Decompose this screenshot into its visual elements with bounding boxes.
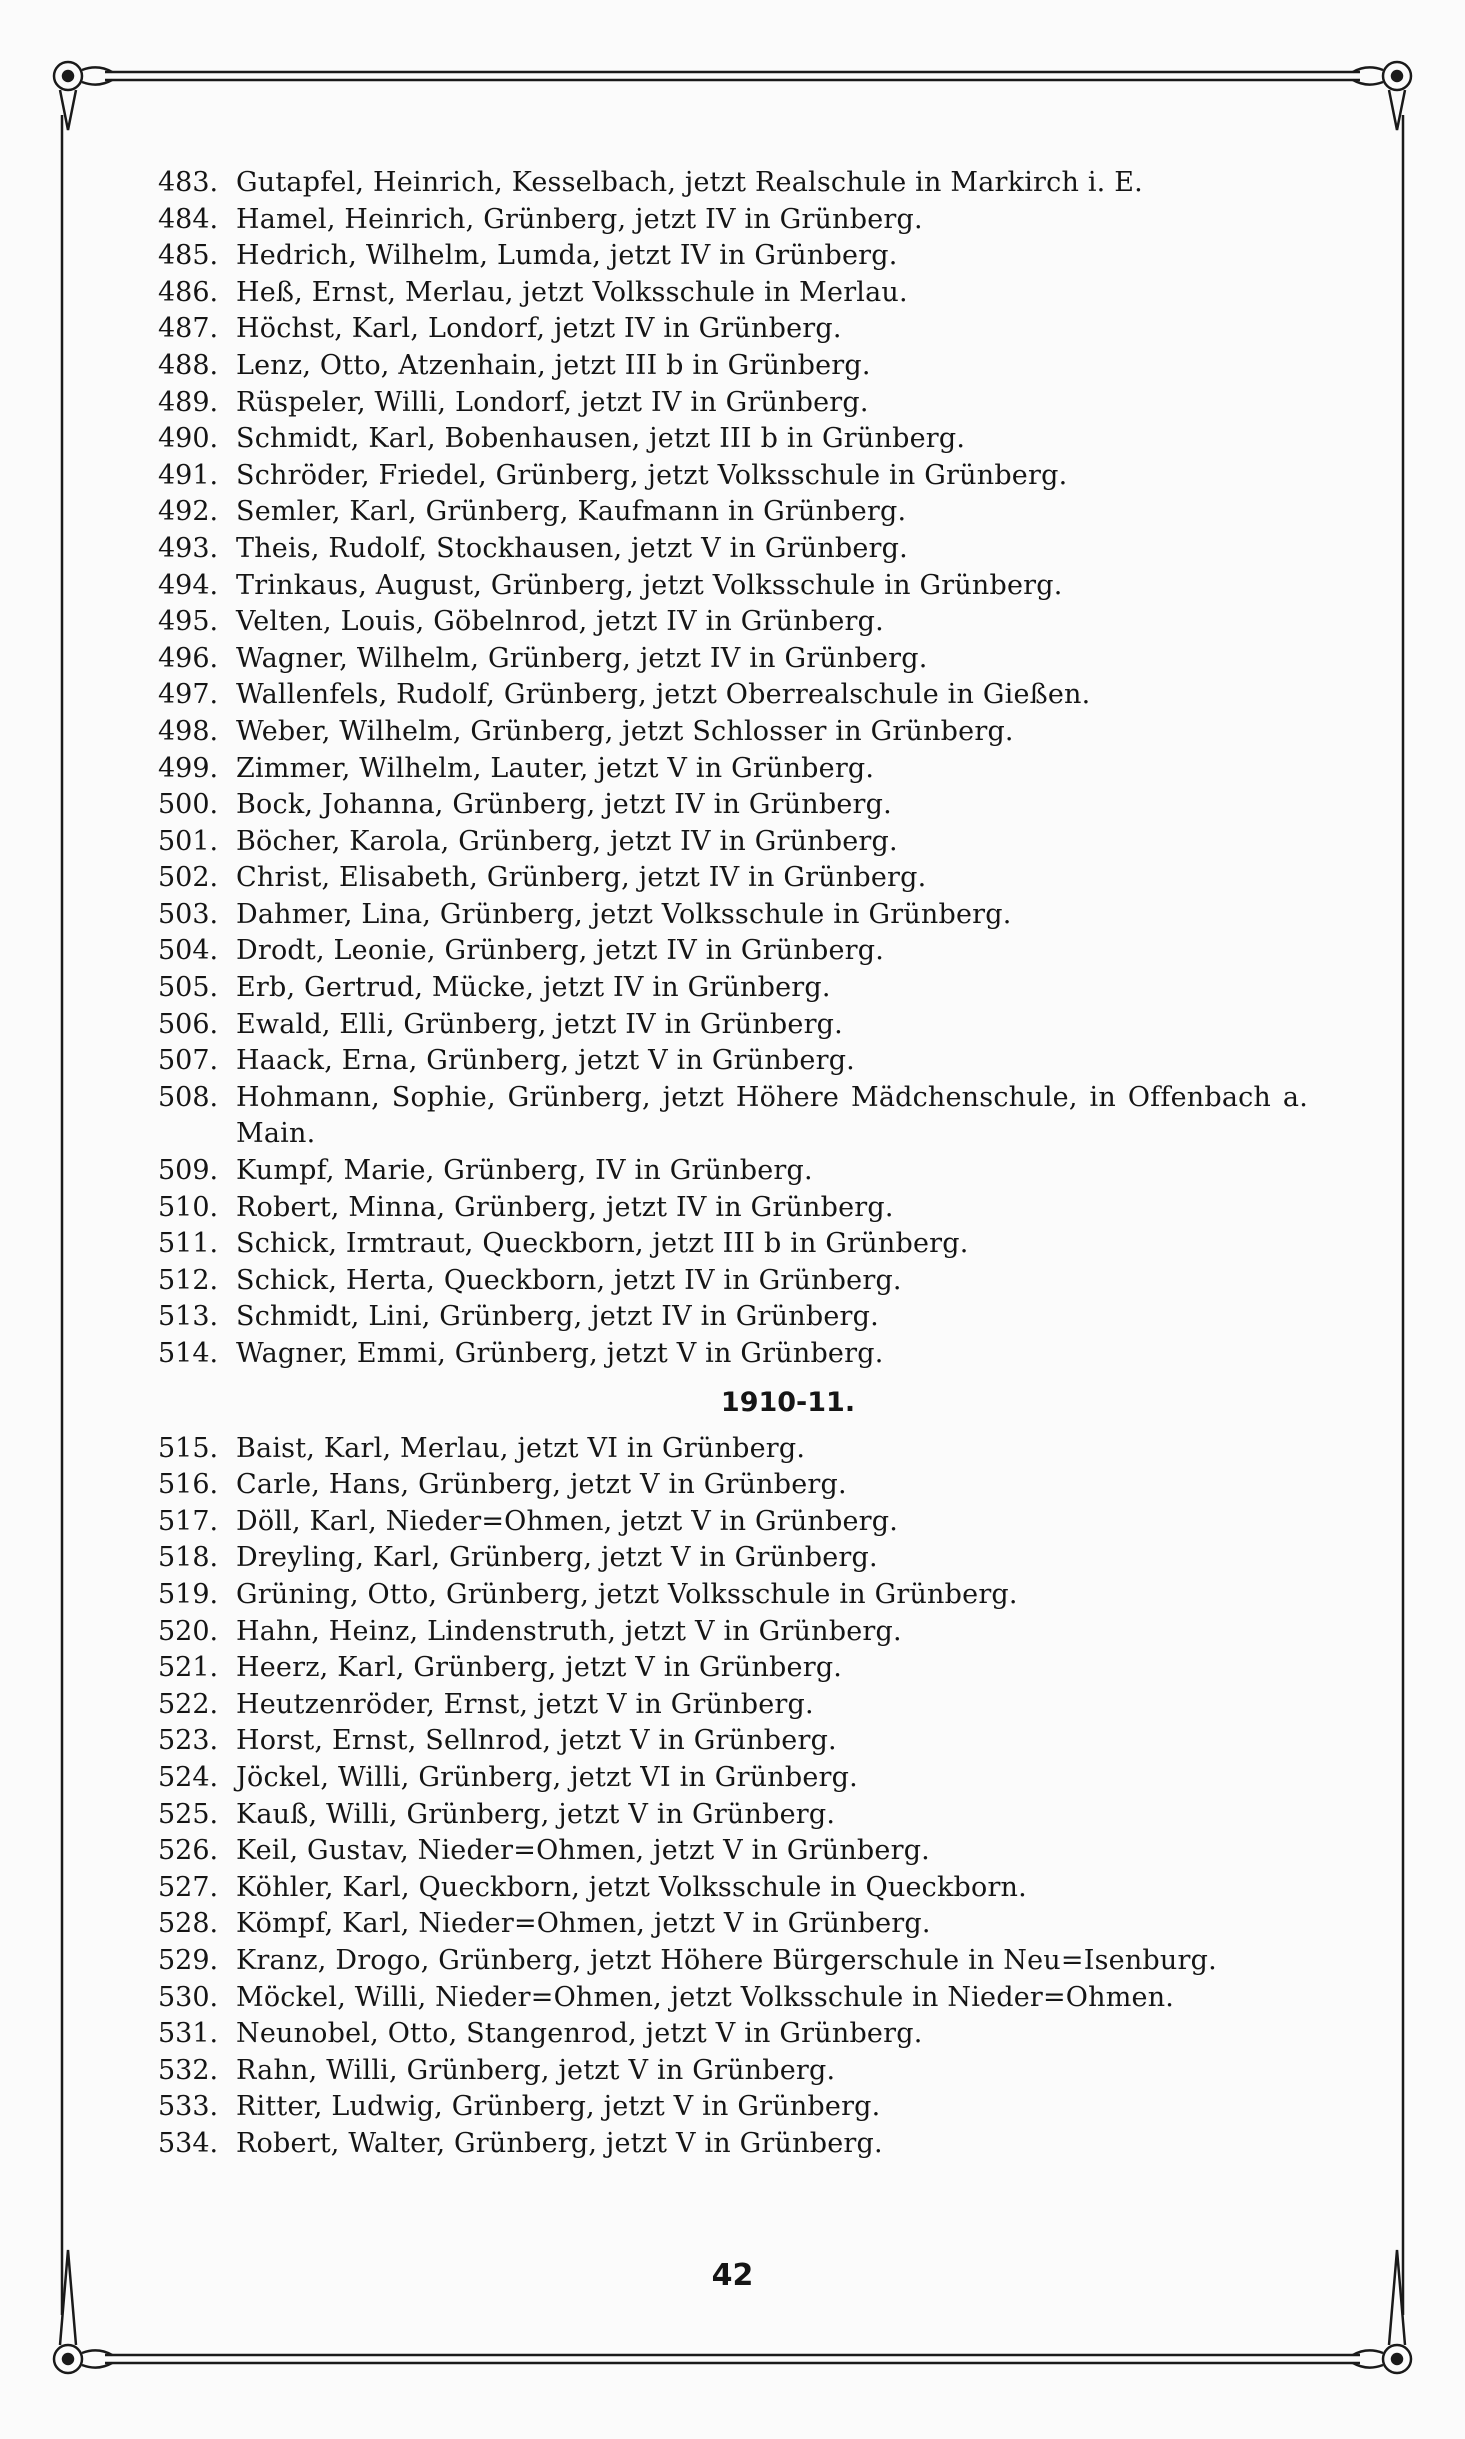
entry-text: Dahmer, Lina, Grünberg, jetzt Volksschule in Grünberg.: [236, 898, 1012, 930]
entry-text: Wagner, Emmi, Grünberg, jetzt V in Grünberg.: [236, 1338, 884, 1369]
entry-number: 529.: [158, 1944, 219, 1976]
list-item: [158, 1043, 1308, 1080]
student-list: [158, 165, 1308, 2162]
entry-number: 498.: [158, 715, 219, 747]
entry-number: 496.: [158, 642, 219, 674]
entry-text: Ewald, Elli, Grünberg, jetzt IV in Grünberg.: [236, 1008, 843, 1040]
list-item: [158, 311, 1308, 348]
entry-text: Höchst, Karl, Londorf, jetzt IV in Grünberg.: [236, 313, 842, 345]
entry-number: 524.: [158, 1761, 219, 1793]
list-item: [158, 1943, 1308, 1980]
list-item: [158, 824, 1308, 861]
entry-text: Lenz, Otto, Atzenhain, jetzt III b in Grünberg.: [236, 349, 871, 381]
entry-number: 499.: [158, 752, 219, 784]
entry-text: Theis, Rudolf, Stockhausen, jetzt V in Grünberg.: [236, 532, 908, 564]
entry-number: 489.: [158, 386, 219, 418]
entry-text: Kömpf, Karl, Nieder=Ohmen, jetzt V in Grünberg.: [236, 1908, 931, 1940]
list-item: [158, 1190, 1308, 1227]
list-item: [158, 1263, 1308, 1300]
list-item: [158, 604, 1308, 641]
list-item: [158, 275, 1308, 312]
entry-text: Dreyling, Karl, Grünberg, jetzt V in Grünberg.: [236, 1542, 878, 1574]
list-item: [158, 2126, 1308, 2163]
entry-number: 532.: [158, 2054, 219, 2086]
entry-text: Horst, Ernst, Sellnrod, jetzt V in Grünberg.: [236, 1725, 837, 1757]
entry-number: 503.: [158, 898, 219, 930]
entry-number: 514.: [158, 1338, 219, 1369]
entry-text: Schröder, Friedel, Grünberg, jetzt Volksschule in Grünberg.: [236, 459, 1068, 491]
entry-number: 485.: [158, 240, 219, 272]
list-item: [158, 421, 1308, 458]
entry-number: 497.: [158, 679, 219, 711]
entry-text: Schick, Irmtraut, Queckborn, jetzt III b in Grünberg.: [236, 1228, 969, 1260]
entry-number: 491.: [158, 459, 219, 491]
entry-number: 525.: [158, 1798, 219, 1830]
list-item: [158, 494, 1308, 531]
list-item: [158, 787, 1308, 824]
entry-text: Christ, Elisabeth, Grünberg, jetzt IV in Grünberg.: [236, 862, 927, 894]
entry-text: Heerz, Karl, Grünberg, jetzt V in Grünberg.: [236, 1652, 843, 1684]
entry-number: 533.: [158, 2091, 219, 2123]
entry-number: 513.: [158, 1301, 219, 1333]
entry-text: Ritter, Ludwig, Grünberg, jetzt V in Grünberg.: [236, 2091, 881, 2123]
entry-text: Rahn, Willi, Grünberg, jetzt V in Grünberg.: [236, 2054, 836, 2086]
list-item: [158, 1650, 1308, 1687]
list-item: [158, 165, 1308, 202]
entry-text: Gutapfel, Heinrich, Kesselbach, jetzt Realschule in Markirch i. E.: [236, 167, 1143, 198]
entry-number: 508.: [158, 1081, 219, 1113]
entry-text: Kauß, Willi, Grünberg, jetzt V in Grünberg.: [236, 1798, 836, 1830]
entry-text: Velten, Louis, Göbelnrod, jetzt IV in Grünberg.: [236, 606, 884, 638]
list-item: [158, 1007, 1308, 1044]
list-item: [158, 568, 1308, 605]
list-item: [158, 677, 1308, 714]
entry-number: 484.: [158, 203, 219, 235]
list-item: [158, 458, 1308, 495]
entry-text: Böcher, Karola, Grünberg, jetzt IV in Grünberg.: [236, 825, 898, 857]
entry-text: Heß, Ernst, Merlau, jetzt Volksschule in Merlau.: [236, 276, 908, 308]
entry-text: Drodt, Leonie, Grünberg, jetzt IV in Grünberg.: [236, 935, 885, 967]
list-item: [158, 1614, 1308, 1651]
list-item: [158, 1760, 1308, 1797]
entry-number: 487.: [158, 313, 219, 345]
page-number: 42: [711, 2258, 754, 2293]
entry-text: Hamel, Heinrich, Grünberg, jetzt IV in Grünberg.: [236, 203, 923, 235]
entry-text: Hahn, Heinz, Lindenstruth, jetzt V in Grünberg.: [236, 1615, 902, 1647]
entry-number: 517.: [158, 1505, 219, 1537]
entry-text: Robert, Minna, Grünberg, jetzt IV in Grünberg.: [236, 1191, 894, 1223]
list-item: [158, 2089, 1308, 2126]
entry-text: Bock, Johanna, Grünberg, jetzt IV in Grünberg.: [236, 789, 892, 821]
entry-number: 486.: [158, 276, 219, 308]
entry-text: Wallenfels, Rudolf, Grünberg, jetzt Oberrealschule in Gießen.: [236, 679, 1091, 711]
entry-number: 526.: [158, 1835, 219, 1867]
list-item: [158, 238, 1308, 275]
list-item: [158, 1980, 1308, 2017]
list-item: [158, 1797, 1308, 1834]
entry-number: 494.: [158, 569, 219, 601]
entry-text: Semler, Karl, Grünberg, Kaufmann in Grünberg.: [236, 496, 907, 528]
entries-before-section: [158, 165, 1308, 1373]
entry-text: Schmidt, Karl, Bobenhausen, jetzt III b in Grünberg.: [236, 423, 966, 455]
entry-text: Keil, Gustav, Nieder=Ohmen, jetzt V in Grünberg.: [236, 1835, 930, 1867]
entry-number: 527.: [158, 1871, 219, 1903]
entry-text: Wagner, Wilhelm, Grünberg, jetzt IV in Grünberg.: [236, 642, 928, 674]
entry-text: Hedrich, Wilhelm, Lumda, jetzt IV in Grünberg.: [236, 240, 898, 272]
entry-text: Heutzenröder, Ernst, jetzt V in Grünberg.: [236, 1688, 814, 1720]
list-item: [158, 1431, 1308, 1468]
entry-number: 522.: [158, 1688, 219, 1720]
list-item: [158, 1833, 1308, 1870]
entry-number: 507.: [158, 1045, 219, 1077]
entry-text: Carle, Hans, Grünberg, jetzt V in Grünberg.: [236, 1469, 847, 1501]
list-item: [158, 1080, 1308, 1153]
entry-number: 506.: [158, 1008, 219, 1040]
entry-number: 518.: [158, 1542, 219, 1574]
list-item: [158, 714, 1308, 751]
entry-number: 534.: [158, 2127, 219, 2159]
list-item: [158, 1687, 1308, 1724]
list-item: [158, 1336, 1308, 1373]
entry-text: Neunobel, Otto, Stangenrod, jetzt V in Grünberg.: [236, 2018, 923, 2050]
list-item: [158, 1540, 1308, 1577]
entry-number: 528.: [158, 1908, 219, 1940]
list-item: [158, 1723, 1308, 1760]
entry-number: 502.: [158, 862, 219, 894]
entry-text: Zimmer, Wilhelm, Lauter, jetzt V in Grünberg.: [236, 752, 875, 784]
entry-number: 510.: [158, 1191, 219, 1223]
entry-number: 515.: [158, 1432, 219, 1464]
entry-number: 488.: [158, 349, 219, 381]
list-item: [158, 1467, 1308, 1504]
entry-number: 531.: [158, 2018, 219, 2050]
list-item: [158, 2053, 1308, 2090]
entry-number: 511.: [158, 1228, 219, 1260]
entry-number: 492.: [158, 496, 219, 528]
entry-number: 505.: [158, 972, 219, 1004]
entry-text: Haack, Erna, Grünberg, jetzt V in Grünberg.: [236, 1045, 855, 1077]
entry-text: Weber, Wilhelm, Grünberg, jetzt Schlosser in Grünberg.: [236, 715, 1014, 747]
entry-number: 512.: [158, 1264, 219, 1296]
entry-number: 523.: [158, 1725, 219, 1757]
entry-number: 521.: [158, 1652, 219, 1684]
entry-text: Robert, Walter, Grünberg, jetzt V in Grünberg.: [236, 2127, 883, 2159]
entry-text: Erb, Gertrud, Mücke, jetzt IV in Grünberg.: [236, 972, 831, 1004]
list-item: [158, 751, 1308, 788]
list-item: [158, 1504, 1308, 1541]
entry-number: 495.: [158, 606, 219, 638]
entry-text: Trinkaus, August, Grünberg, jetzt Volksschule in Grünberg.: [236, 569, 1063, 601]
entry-number: 530.: [158, 1981, 219, 2013]
list-item: [158, 531, 1308, 568]
section-heading: 1910-11.: [720, 1386, 856, 1418]
list-item: [158, 970, 1308, 1007]
entry-text: Baist, Karl, Merlau, jetzt VI in Grünberg.: [236, 1432, 806, 1464]
list-item: [158, 897, 1308, 934]
list-item: [158, 641, 1308, 678]
list-item: [158, 1153, 1308, 1190]
entry-text: Köhler, Karl, Queckborn, jetzt Volksschule in Queckborn.: [236, 1871, 1027, 1903]
entry-number: 483.: [158, 167, 219, 198]
entry-text: Schick, Herta, Queckborn, jetzt IV in Grünberg.: [236, 1264, 902, 1296]
list-item: [158, 1906, 1308, 1943]
entries-after-section: [158, 1431, 1308, 2163]
list-item: [158, 202, 1308, 239]
entry-number: 504.: [158, 935, 219, 967]
list-item: [158, 1577, 1308, 1614]
entry-text: Möckel, Willi, Nieder=Ohmen, jetzt Volksschule in Nieder=Ohmen.: [236, 1981, 1175, 2013]
entry-number: 500.: [158, 789, 219, 821]
entry-text: Rüspeler, Willi, Londorf, jetzt IV in Grünberg.: [236, 386, 869, 418]
entry-text: Grüning, Otto, Grünberg, jetzt Volksschule in Grünberg.: [236, 1578, 1018, 1610]
list-item: [158, 933, 1308, 970]
entry-number: 509.: [158, 1155, 219, 1187]
entry-number: 520.: [158, 1615, 219, 1647]
entry-number: 501.: [158, 825, 219, 857]
entry-text: Kumpf, Marie, Grünberg, IV in Grünberg.: [236, 1155, 813, 1187]
entry-number: 490.: [158, 423, 219, 455]
entry-text: Hohmann, Sophie, Grünberg, jetzt Höhere Mädchenschule, in Offenbach a. Main.: [236, 1081, 1308, 1150]
entry-number: 519.: [158, 1578, 219, 1610]
list-item: [158, 2016, 1308, 2053]
entry-text: Schmidt, Lini, Grünberg, jetzt IV in Grünberg.: [236, 1301, 879, 1333]
list-item: [158, 348, 1308, 385]
list-item: [158, 1870, 1308, 1907]
entry-text: Kranz, Drogo, Grünberg, jetzt Höhere Bürgerschule in Neu=Isenburg.: [236, 1944, 1217, 1976]
entry-text: Jöckel, Willi, Grünberg, jetzt VI in Grünberg.: [236, 1761, 858, 1793]
list-item: [158, 1299, 1308, 1336]
entry-number: 516.: [158, 1469, 219, 1501]
entry-text: Döll, Karl, Nieder=Ohmen, jetzt V in Grünberg.: [236, 1505, 899, 1537]
entry-number: 493.: [158, 532, 219, 564]
list-item: [158, 860, 1308, 897]
list-item: [158, 1226, 1308, 1263]
list-item: [158, 385, 1308, 422]
